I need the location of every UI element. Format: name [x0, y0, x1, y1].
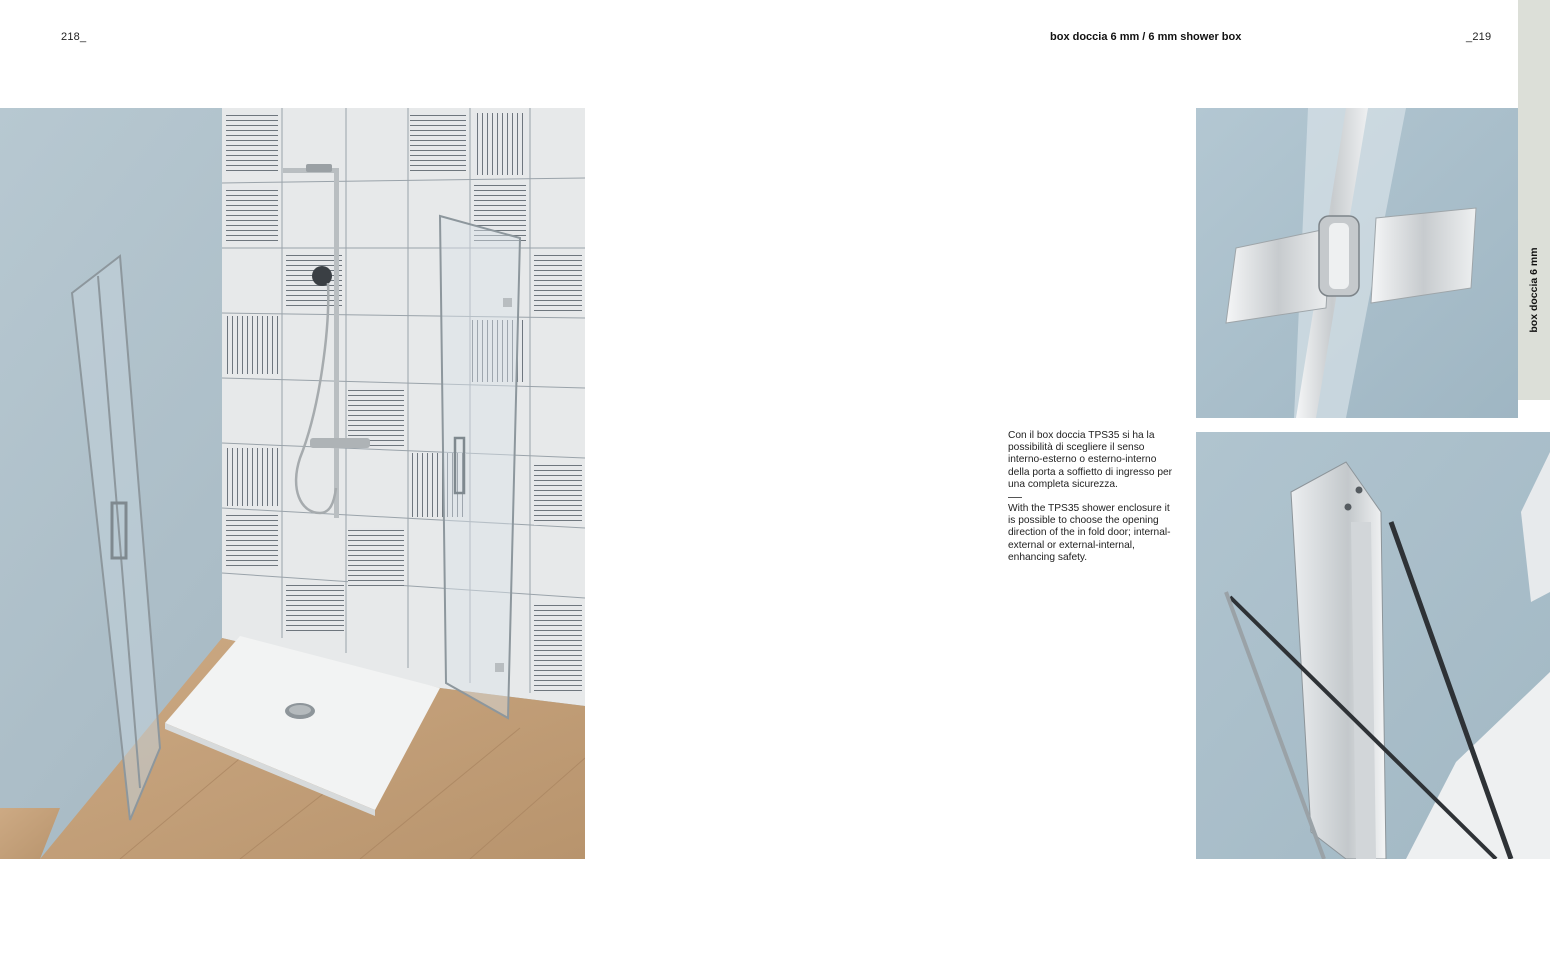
section-side-tab-label: box doccia 6 mm — [1528, 247, 1540, 333]
language-divider — [1008, 497, 1022, 498]
description-block — [1008, 430, 1178, 564]
description-english: With the TPS35 shower enclosure it is possible to choose the opening direction of the in fold door; internal-external or external-internal, enhancing safety. — [1008, 503, 1171, 563]
shower-enclosure-photo — [0, 108, 585, 859]
section-side-tab — [1518, 0, 1550, 400]
hinge-detail-photo — [1196, 108, 1518, 418]
description-italian: Con il box doccia TPS35 si ha la possibilità di scegliere il senso interno-esterno o esterno-interno della porta a soffietto di ingresso per una completa sicurezza. — [1008, 430, 1173, 490]
page-number-right: _219 — [1466, 31, 1492, 43]
page-number-left: 218_ — [61, 31, 87, 43]
running-title: box doccia 6 mm / 6 mm shower box — [1050, 31, 1242, 43]
profile-detail-photo — [1196, 432, 1550, 859]
